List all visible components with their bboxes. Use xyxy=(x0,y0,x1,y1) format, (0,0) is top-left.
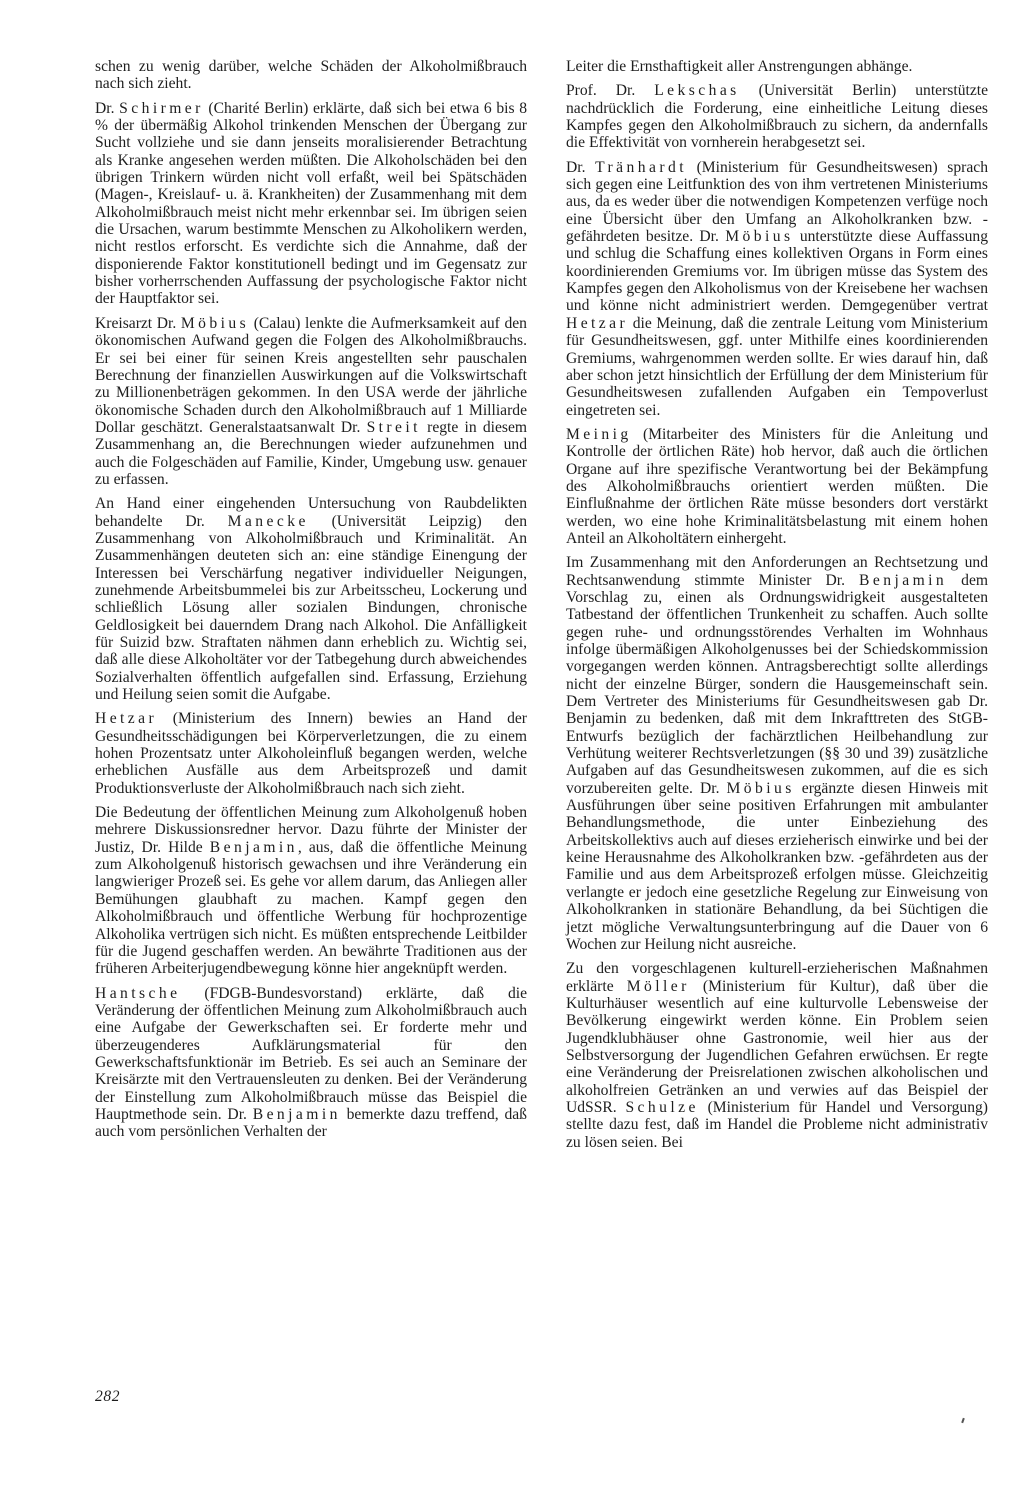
paragraph-text: Dr. xyxy=(566,158,596,176)
paragraph xyxy=(95,58,527,93)
speaker-name: Streit xyxy=(366,418,421,436)
paragraph-text: (Universität Berlin) unterstützte nachdrücklich die Forderung, eine einheitliche Leitung dieses Kampfes gegen den Alkoholmißbrauch zu sichern, da andernfalls die Effektivität von vornherein herabgesetzt sei. xyxy=(566,82,989,152)
speaker-name: Schirmer xyxy=(119,99,204,117)
paragraph-text: (Ministerium für Kultur), daß über die Kulturhäuser wesentlich auf eine kulturvolle Lebensweise der Bevölkerung eingewirkt werden könne. Ein Problem seien Jugendklubhäuser ohne Gastronomie, weil hier aus der Selbstversorgung der Jugendlichen Gefahren erwüchsen. Er regte eine Veränderung der Preisrelationen zwischen alkoholischen und alkoholfreien Getränken an und verwies auf das Beispiel der UdSSR. xyxy=(566,977,988,1116)
paragraph-text: (FDGB-Bundesvorstand) erklärte, daß die Veränderung der öffentlichen Meinung zum Alkoholmißbrauch auch eine Aufgabe der Gewerkschaften sei. Er forderte mehr und überzeugenderes Aufklärungsmaterial für den Gewerkschaftsfunktionär im Betrieb. Es sei auch an Seminare der Kreisärzte mit den Vertrauensleuten zu denken. Bei der Veränderung der Einstellung zum Alkoholmißbrauch müsse das Beispiel die Hauptmethode sein. Dr. xyxy=(95,984,527,1123)
speaker-name: Möbius xyxy=(180,314,250,332)
paragraph-text: regte in diesem Zusammenhang an, die Berechnungen wieder aufzunehmen und auch die Folgeschäden auf Familie, Kinder, Umgebung usw. genauer zu erfassen. xyxy=(95,418,527,488)
paragraph-text: (Calau) lenkte die Aufmerksamkeit auf den ökonomischen Aufwand gegen die Folgen des Alkoholmißbrauchs. Er sei bei einer für seinen Kreis angestellten sehr pauschalen Berechnung der finanziellen Auswirkungen auf die Volkswirtschaft zu Millionenbeträgen gekommen. In den USA werde der jährliche ökonomische Schaden durch den Alkoholmißbrauch auf 1 Milliarde Dollar geschätzt. Generalstaatsanwalt Dr. xyxy=(95,314,527,436)
paragraph xyxy=(95,804,527,977)
paragraph xyxy=(566,960,988,1151)
speaker-name: Manecke xyxy=(227,512,309,530)
paragraph xyxy=(566,426,988,547)
paragraph-text: Zu den vorgeschlagenen kulturell-erzieherischen Maßnahmen erklärte xyxy=(566,960,988,995)
speaker-name: Möbius xyxy=(726,779,795,797)
speaker-name: Lekschas xyxy=(654,82,740,100)
speaker-name: Hantsche xyxy=(95,984,181,1002)
paragraph-text: Im Zusammenhang mit den Anforderungen an Rechtsetzung und Rechtsanwendung stimmte Minister Dr. xyxy=(566,554,988,589)
speaker-name: Hetzar xyxy=(95,710,158,728)
paragraph-text: (Universität Leipzig) den Zusammenhang von Alkoholmißbrauch und Kriminalität. An Zusammenhängen deuteten sich an: eine ständige Einengung der Interessen bei Verschärfung negativer individueller Neigungen, zunehmende Arbeitsbummelei bis zur Arbeitsscheu, Lockerung und schließlich Lösung aller sozialen Bindungen, chronische Geldlosigkeit bei dauerndem Drang nach Alkohol. Die Anfälligkeit für Suizid bzw. Straftaten nähmen dann erheblich zu. Wichtig sei, daß alle diese Alkoholtäter vor der Tatbegehung durch abweichendes Sozialverhalten öffentlich aufgefallen sind. Erfassung, Erziehung und Heilung seien somit die Aufgabe. xyxy=(95,512,527,704)
paragraph-text: Prof. Dr. xyxy=(566,82,655,100)
paragraph-text: Dr. xyxy=(95,99,120,117)
paragraph-text: Leiter die Ernsthaftigkeit aller Anstrengungen abhänge. xyxy=(566,58,913,75)
right-column xyxy=(566,58,988,1158)
speaker-name: Tränhardt xyxy=(595,158,687,176)
paragraph-text: Kreisarzt Dr. xyxy=(95,314,181,332)
paragraph-text: ergänzte diesen Hinweis mit Ausführungen über seine positiven Erfahrungen mit ambulanter Behandlungsmethode, die unter Einbeziehung des Arbeitskollektivs auch auf dieses erzieherisch einwirke und bei der keine Herausnahme des Alkoholkranken bzw. -gefährdeten aus der Familie und aus dem Arbeitsprozeß erfolgen müsse. Gleichzeitig verlangte er jedoch eine gesetzliche Regelung zur Einweisung von Alkoholkranken in stationäre Behandlung, da bei Süchtigen die jetzt mögliche Verwaltungsunterbringung auf die Dauer von 6 Wochen zur Heilung nicht ausreiche. xyxy=(566,779,988,953)
paragraph-text: An Hand einer eingehenden Untersuchung von Raubdelikten behandelte Dr. xyxy=(95,495,527,530)
paragraph-text: , aus, daß die öffentliche Meinung zum Alkoholgenuß historisch gewachsen und ihre Veränderung ein langwieriger Prozeß sei. Es gehe vor allem darum, das Anliegen aller Bemühungen glaubhaft zu machen. Kampf gegen den Alkoholmißbrauch und öffentliche Werbung für hochprozentige Alkoholika vertrügen sich nicht. Es müßten entsprechende Leitbilder für die Jugend geschaffen werden. An bewährte Traditionen aus der früheren Arbeiterjugendbewegung könne hier angeknüpft werden. xyxy=(95,838,527,978)
paragraph xyxy=(95,495,527,703)
paragraph-text: (Mitarbeiter des Ministers für die Anleitung und Kontrolle der örtlichen Räte) hob hervor, daß auch die örtlichen Organe auf ihre spezifische Verantwortung bei der Bekämpfung des Alkoholmißbrauchs orientiert werden müßten. Die Einflußnahme der örtlichen Räte müsse besonders dort verstärkt werden, wo eine hohe Kriminalitätsbelastung mit einem hohen Anteil an Alkoholtätern einhergeht. xyxy=(566,425,988,547)
left-column xyxy=(95,58,527,1148)
page-number: 282 xyxy=(95,1388,121,1405)
speaker-name: Benjamin xyxy=(252,1105,341,1123)
speaker-name: Möller xyxy=(626,977,690,995)
paragraph xyxy=(566,159,988,419)
paragraph-text: (Ministerium für Handel und Versorgung) stellte dazu fest, daß im Handel die Probleme nicht administrativ zu lösen seien. Bei xyxy=(566,1098,988,1151)
speaker-name: Benjamin xyxy=(209,838,298,856)
paragraph xyxy=(95,100,527,308)
paragraph-text: Die Bedeutung der öffentlichen Meinung zum Alkoholgenuß hoben mehrere Diskussionsredner hervor. Dazu führte der Minister der Justiz, Dr. Hilde xyxy=(95,804,527,856)
paragraph xyxy=(95,315,527,488)
paragraph-text: (Ministerium des Innern) bewies an Hand der Gesundheitsschädigungen bei Körperverletzungen, die zu einem hohen Prozentsatz unter Alkoholeinfluß begangen werden, welche erheblichen Ausfälle aus dem Arbeitsprozeß und damit Produktionsverluste der Alkoholmißbrauch nach sich zieht. xyxy=(95,710,527,797)
paragraph xyxy=(566,58,988,75)
speaker-name: Möbius xyxy=(725,228,794,246)
paragraph-text: (Charité Berlin) erklärte, daß sich bei etwa 6 bis 8 % der übermäßig Alkohol trinkenden Menschen der Übergang zur Sucht vollziehe und sie dann jenseits moralisierender Betrachtung als Kranke angesehen werden müßten. Die Alkoholschäden bei den übrigen Trinkern würden nicht voll erfaßt, weil bei Spätschäden (Magen-, Kreislauf- u. ä. Krankheiten) der Zusammenhang mit dem Alkoholmißbrauch meist nicht mehr erkennbar sei. Im übrigen seien die Ursachen, warum bestimmte Menschen zu Alkoholikern werden, nicht restlos erforscht. Es verdichte sich die Annahme, daß der disponierende Faktor konstitutionell bedingt und im Gegensatz zur bisher vorherrschenden Auffassung der psychologische Faktor nicht der Hauptfaktor sei. xyxy=(95,99,528,308)
paragraph-text: bemerkte dazu treffend, daß auch vom persönlichen Verhalten der xyxy=(95,1105,527,1141)
speaker-name: Hetzar xyxy=(566,314,629,332)
paragraph xyxy=(95,985,527,1141)
paragraph-text: unterstützte diese Auffassung und schlug die Schaffung eines kollektiven Organs in Form eines koordinierenden Gremiums vor. Im übrigen müsse das System des Kampfes gegen den Alkoholismus von der Kreisebene her wachsen und könne nicht administriert werden. Demgegenüber vertrat xyxy=(566,228,988,315)
print-speck xyxy=(961,1418,965,1423)
paragraph-text: die Meinung, daß die zentrale Leitung vom Ministerium für Gesundheitswesen, ggf. unter Mithilfe eines koordinierenden Gremiums, wahrgenommen werden sollte. Er wies darauf hin, daß aber schon jetzt hinsichtlich der Erfüllung der dem Ministerium für Gesundheitswesen zufallenden Aufgaben ein Tempoverlust eingetreten sei. xyxy=(566,314,988,419)
paragraph xyxy=(566,554,988,953)
paragraph-text: dem Vorschlag zu, einen als Ordnungswidrigkeit ausgestalteten Tatbestand der öffentlichen Trunkenheit zu schaffen. Auch sollte gegen ruhe- und ordnungsstörendes Verhalten im Wohnhaus infolge übermäßigen Alkoholgenusses bei der Schiedskommission vorgegangen werden können. Antragsberechtigt sollte allerdings nicht der einzelne Bürger, sondern die Hausgemeinschaft sein. Dem Vertreter des Ministeriums für Gesundheitswesen gab Dr. Benjamin zu bedenken, daß mit dem Inkrafttreten des StGB-Entwurfs bezüglich der fachärztlichen Heilbehandlung zur Verhütung weiterer Rechtsverletzungen (§§ 30 und 39) zusätzliche Aufgaben auf das Gesundheitswesen zukommen, auf die es sich vorzubereiten gelte. Dr. xyxy=(566,571,989,797)
paragraph-text: (Ministerium für Gesundheitswesen) sprach sich gegen eine Leitfunktion des von ihm vertretenen Ministeriums aus, da es weder über die notwendigen Kompetenzen verfüge noch eine Übersicht über den Umfang an Alkoholkranken bzw. -gefährdeten besitze. Dr. xyxy=(566,158,988,246)
speaker-name: Meinig xyxy=(566,425,632,443)
paragraph-text: schen zu wenig darüber, welche Schäden der Alkoholmißbrauch nach sich zieht. xyxy=(95,58,527,93)
paragraph xyxy=(95,710,527,797)
paragraph xyxy=(566,82,988,151)
speaker-name: Schulze xyxy=(625,1098,699,1116)
speaker-name: Benjamin xyxy=(859,571,948,589)
